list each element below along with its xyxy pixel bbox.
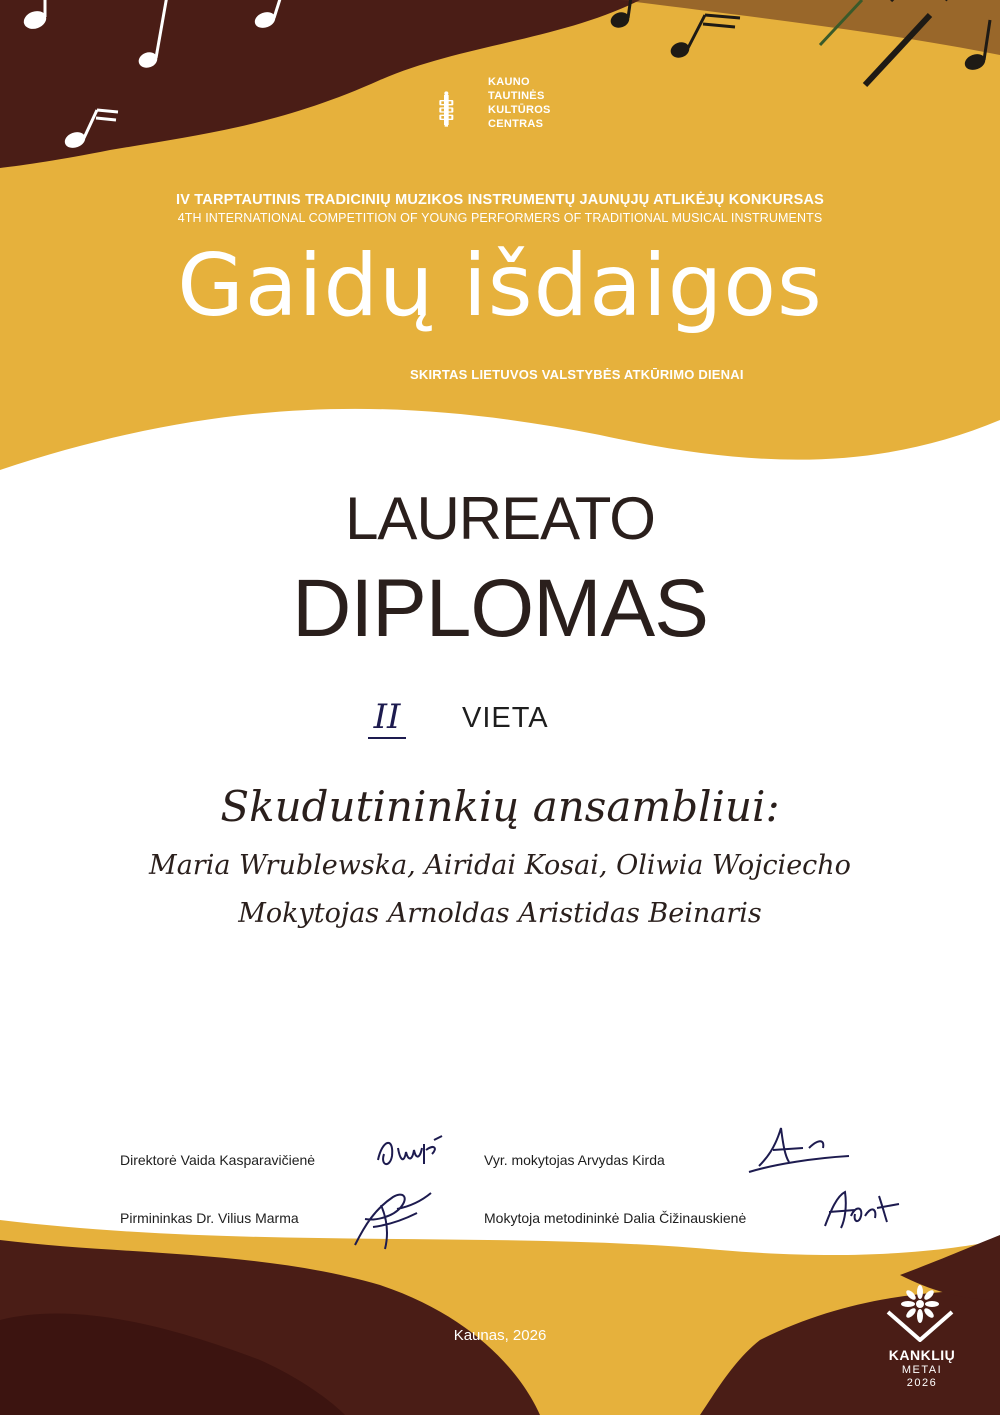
recipient-name: Skudutininkių ansambliui: (220, 782, 780, 831)
kankliu-logo-year: 2026 (906, 1377, 938, 1389)
senior-teacher-signature (745, 1118, 855, 1178)
diploma-heading: DIPLOMAS (292, 563, 708, 654)
event-title: Gaidų išdaigos (177, 236, 823, 336)
organizer-name-line: CENTRAS (488, 118, 544, 130)
kaunas-culture-centre-emblem-icon (438, 55, 488, 165)
competition-title-en: 4TH INTERNATIONAL COMPETITION OF YOUNG PERFORMERS OF TRADITIONAL MUSICAL INSTRUMENTS (177, 211, 823, 225)
competition-title-lt: IV TARPTAUTINIS TRADICINIŲ MUZIKOS INSTRUMENTŲ JAUNŲJŲ ATLIKĖJŲ KONKURSAS (175, 192, 825, 208)
director-signature (372, 1130, 452, 1175)
signature-label-director: Direktorė Vaida Kasparavičienė (120, 1152, 316, 1168)
signature-label-senior-teacher: Vyr. mokytojas Arvydas Kirda (484, 1152, 665, 1168)
place-word: VIETA (462, 702, 549, 734)
flower-icon (880, 1282, 960, 1342)
kankliu-logo-metai: METAI (901, 1364, 943, 1376)
organizer-name-line: KAUNO (488, 76, 530, 88)
teacher-name: Mokytojas Arnoldas Aristidas Beinaris (238, 898, 762, 929)
organizer-name-line: KULTŪROS (488, 104, 551, 116)
methodist-teacher-signature (815, 1186, 905, 1236)
organizer-name-line: TAUTINĖS (488, 90, 545, 102)
organizer-name (488, 75, 551, 131)
members-list: Maria Wrublewska, Airidai Kosai, Oliwia Wojciecho (149, 850, 851, 881)
chairman-signature (345, 1185, 440, 1255)
signature-label-chairman: Pirmininkas Dr. Vilius Marma (120, 1210, 299, 1226)
dedication: SKIRTAS LIETUVOS VALSTYBĖS ATKŪRIMO DIENAI (410, 367, 744, 382)
signature-label-methodist-teacher: Mokytoja metodininkė Dalia Čižinauskienė (484, 1210, 747, 1226)
kankliu-logo-name: KANKLIŲ (888, 1347, 956, 1363)
diploma-type: LAUREATO (345, 485, 655, 552)
place-number: II (368, 697, 406, 739)
place-and-year: Kaunas, 2026 (453, 1327, 547, 1344)
